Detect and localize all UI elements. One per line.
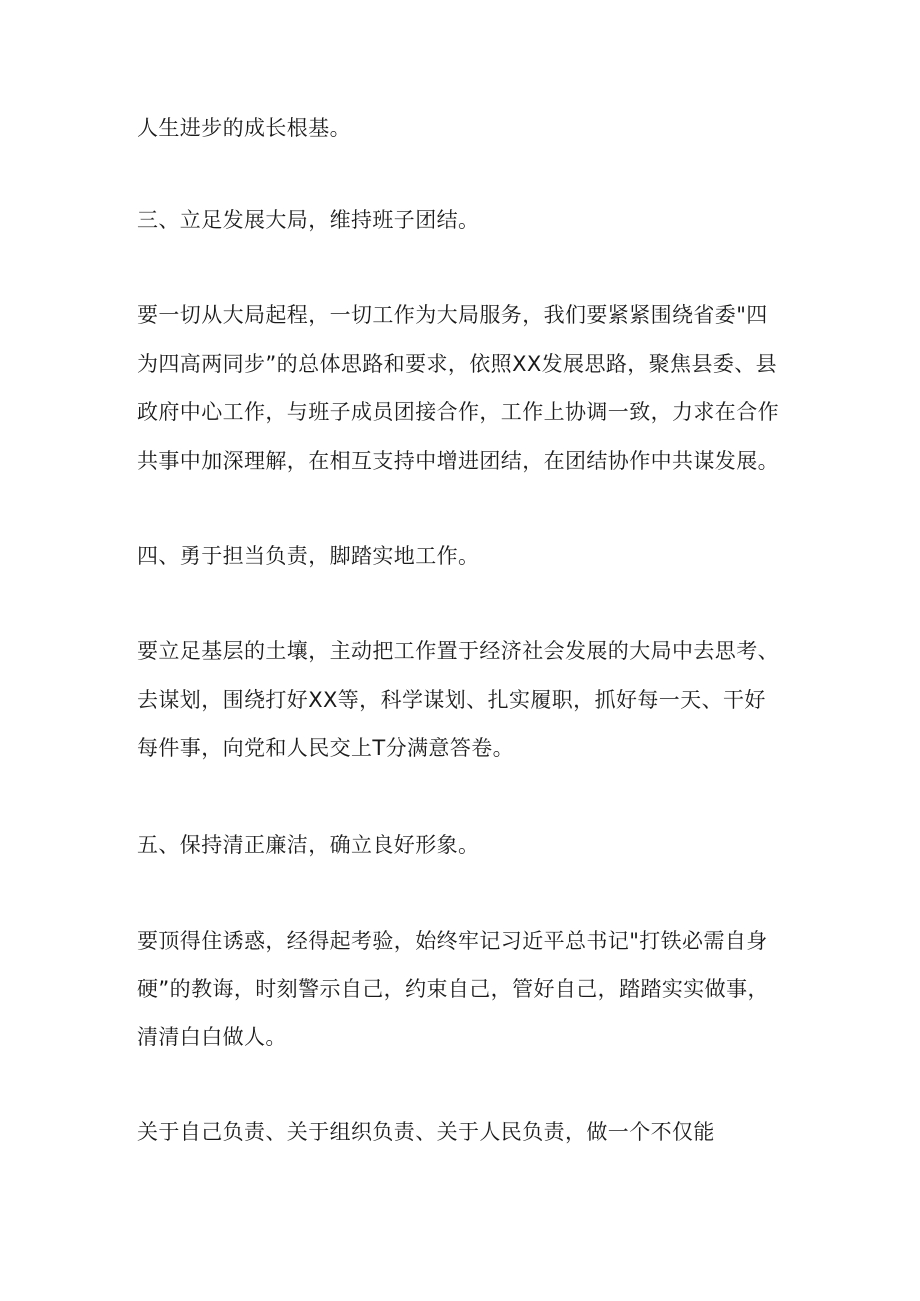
text-line-4: 为四高两同步”的总体思路和要求，依照XX发展思路，聚焦县委、县 [137, 352, 778, 376]
text-line-1: 人生进步的成长根基。 [137, 116, 351, 140]
section-heading-5: 五、保持清正廉洁，确立良好形象。 [137, 833, 480, 857]
text-line-10: 每件事，向党和人民交上T分满意答卷。 [137, 736, 515, 760]
text-line-9: 去谋划，围绕打好XX等，科学谋划、扎实履职，抓好每一天、干好 [137, 688, 766, 712]
text-line-6: 共事中加深理解，在相互支持中增进团结，在团结协作中共谋发展。 [137, 449, 779, 473]
text-line-13: 硬”的教诲，时刻警示自己，约束自己，管好自己，踏踏实实做事， [137, 977, 769, 1001]
text-line-5: 政府中心工作，与班子成员团接合作，工作上协调一致，力求在合作 [137, 400, 779, 424]
section-heading-3: 三、立足发展大局，维持班子团结。 [137, 208, 480, 232]
section-heading-4: 四、勇于担当负责，脚踏实地工作。 [137, 544, 480, 568]
text-line-12: 要顶得住诱惑，经得起考验，始终牢记习近平总书记"打铁必需自身 [137, 929, 768, 953]
text-line-8: 要立足基层的土壤，主动把工作置于经济社会发展的大局中去思考、 [137, 639, 779, 663]
text-line-15: 关于自己负责、关于组织负责、关于人民负责，做一个不仅能 [137, 1120, 715, 1144]
text-line-14: 清清白白做人。 [137, 1025, 287, 1049]
text-line-3: 要一切从大局起程，一切工作为大局服务，我们要紧紧围绕省委"四 [137, 303, 768, 327]
